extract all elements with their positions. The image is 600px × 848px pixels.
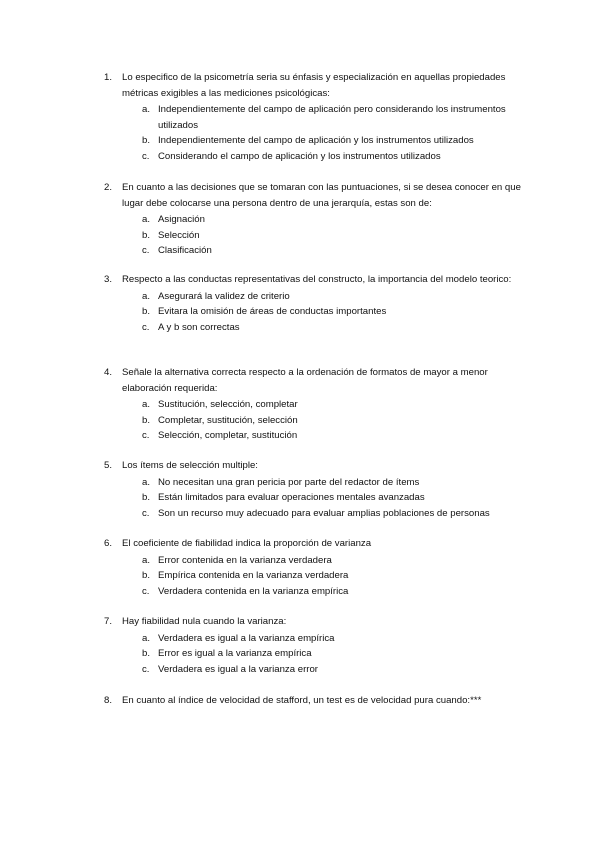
option-text: Selección, completar, sustitución	[158, 430, 298, 442]
option-list	[104, 631, 524, 678]
option-c	[104, 149, 524, 165]
option-letter: a.	[142, 554, 151, 566]
question-text: Respecto a las conductas representativas del constructo, la importancia del modelo teorico:	[122, 274, 512, 285]
option-c	[104, 243, 524, 259]
question-number: 1.	[104, 72, 113, 83]
option-list	[104, 397, 524, 444]
option-letter: c.	[142, 150, 150, 162]
question-number: 7.	[104, 616, 113, 627]
option-letter: b.	[142, 414, 151, 426]
option-a	[104, 631, 524, 647]
question-number: 4.	[104, 367, 113, 378]
option-letter: c.	[142, 321, 150, 333]
question-3	[104, 272, 524, 335]
option-letter: b.	[142, 229, 151, 241]
option-text: Clasificación	[158, 245, 212, 257]
option-b	[104, 413, 524, 429]
option-b	[104, 568, 524, 584]
option-text: Verdadera es igual a la varianza error	[158, 663, 318, 675]
option-letter: c.	[142, 245, 150, 257]
question-text: Los ítems de selección multiple:	[122, 460, 258, 471]
option-c	[104, 428, 524, 444]
option-text: Asegurará la validez de criterio	[158, 290, 290, 302]
option-a	[104, 289, 524, 305]
option-text: A y b son correctas	[158, 321, 240, 333]
question-8	[104, 693, 524, 709]
question-1	[104, 70, 524, 165]
option-text: Completar, sustitución, selección	[158, 414, 298, 426]
question-text: Lo especifico de la psicometría seria su énfasis y especialización en aquellas propiedades métricas exigibles a las mediciones psicológicas:	[122, 72, 506, 99]
option-text: Sustitución, selección, completar	[158, 399, 298, 411]
question-5	[104, 458, 524, 521]
option-text: Verdadera es igual a la varianza empírica	[158, 632, 335, 644]
option-b	[104, 304, 524, 320]
option-text: Están limitados para evaluar operaciones mentales avanzadas	[158, 492, 425, 504]
question-text: En cuanto al índice de velocidad de stafford, un test es de velocidad pura cuando:***	[122, 695, 482, 706]
option-b	[104, 133, 524, 149]
option-text: Verdadera contenida en la varianza empírica	[158, 585, 349, 597]
option-letter: b.	[142, 492, 151, 504]
question-number: 5.	[104, 460, 113, 471]
option-letter: c.	[142, 663, 150, 675]
option-text: Empírica contenida en la varianza verdadera	[158, 570, 349, 582]
question-number: 2.	[104, 182, 113, 193]
question-number: 8.	[104, 695, 113, 706]
option-list	[104, 289, 524, 336]
option-text: Error contenida en la varianza verdadera	[158, 554, 332, 566]
question-text: El coeficiente de fiabilidad indica la proporción de varianza	[122, 538, 372, 549]
option-letter: a.	[142, 632, 151, 644]
option-letter: a.	[142, 104, 151, 116]
question-2	[104, 180, 524, 259]
question-text: En cuanto a las decisiones que se tomaran con las puntuaciones, si se desea conocer en que lugar debe colocarse una persona dentro de una jerarquía, estas son de:	[122, 182, 521, 209]
option-letter: b.	[142, 570, 151, 582]
option-b	[104, 228, 524, 244]
option-a	[104, 475, 524, 491]
option-c	[104, 506, 524, 522]
option-c	[104, 320, 524, 336]
option-text: Son un recurso muy adecuado para evaluar amplias poblaciones de personas	[158, 507, 490, 519]
option-list	[104, 553, 524, 600]
option-text: Asignación	[158, 214, 205, 226]
question-number: 6.	[104, 538, 113, 549]
option-letter: a.	[142, 214, 151, 226]
question-4	[104, 365, 524, 444]
option-a	[104, 397, 524, 413]
option-c	[104, 584, 524, 600]
option-text: Independientemente del campo de aplicación pero considerando los instrumentos utilizados	[158, 104, 506, 131]
option-letter: a.	[142, 290, 151, 302]
option-list	[104, 212, 524, 259]
option-a	[104, 553, 524, 569]
option-letter: a.	[142, 399, 151, 411]
option-text: No necesitan una gran pericia por parte del redactor de ítems	[158, 476, 420, 488]
option-list	[104, 102, 524, 164]
option-text: Independientemente del campo de aplicación y los instrumentos utilizados	[158, 135, 474, 147]
option-letter: b.	[142, 306, 151, 318]
option-b	[104, 646, 524, 662]
option-text: Considerando el campo de aplicación y los instrumentos utilizados	[158, 150, 441, 162]
option-letter: c.	[142, 507, 150, 519]
option-letter: c.	[142, 430, 150, 442]
option-a	[104, 102, 524, 133]
option-b	[104, 490, 524, 506]
question-text: Hay fiabilidad nula cuando la varianza:	[122, 616, 287, 627]
option-letter: a.	[142, 476, 151, 488]
option-c	[104, 662, 524, 678]
question-number: 3.	[104, 274, 113, 285]
option-letter: b.	[142, 648, 151, 660]
option-letter: b.	[142, 135, 151, 147]
question-text: Señale la alternativa correcta respecto a la ordenación de formatos de mayor a menor elaboración requerida:	[122, 367, 488, 394]
option-a	[104, 212, 524, 228]
option-text: Evitara la omisión de áreas de conductas importantes	[158, 306, 387, 318]
option-text: Error es igual a la varianza empírica	[158, 648, 312, 660]
option-list	[104, 475, 524, 522]
option-letter: c.	[142, 585, 150, 597]
question-6	[104, 536, 524, 599]
question-7	[104, 614, 524, 677]
option-text: Selección	[158, 229, 200, 241]
